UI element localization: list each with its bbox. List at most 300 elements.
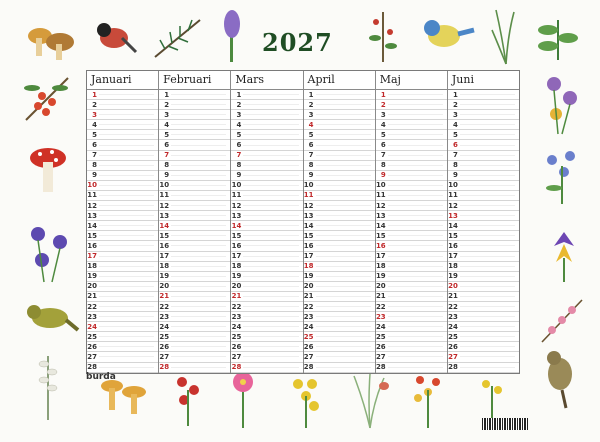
day-row xyxy=(87,191,158,201)
day-row xyxy=(376,221,447,231)
day-row xyxy=(231,171,302,181)
day-row xyxy=(304,262,375,272)
day-note-line xyxy=(99,296,154,297)
day-number: 1 xyxy=(236,90,242,99)
day-row xyxy=(304,100,375,110)
grass-illustration xyxy=(488,8,524,66)
day-row xyxy=(448,312,519,322)
day-row xyxy=(304,181,375,191)
day-note-line xyxy=(243,356,298,357)
day-number: 14 xyxy=(375,221,386,230)
day-row xyxy=(87,302,158,312)
day-number: 26 xyxy=(231,342,242,351)
day-number: 5 xyxy=(236,130,242,139)
month-column xyxy=(448,71,519,373)
day-note-line xyxy=(388,346,443,347)
day-note-line xyxy=(388,145,443,146)
day-row xyxy=(304,363,375,373)
day-number: 10 xyxy=(159,181,170,190)
day-number: 24 xyxy=(303,322,314,331)
day-row xyxy=(448,342,519,352)
day-number: 7 xyxy=(236,151,242,160)
day-row xyxy=(304,110,375,120)
day-note-line xyxy=(99,276,154,277)
day-row xyxy=(448,201,519,211)
day-number: 19 xyxy=(87,272,97,281)
day-note-line xyxy=(99,367,154,368)
day-number: 28 xyxy=(159,363,170,372)
day-number: 27 xyxy=(159,352,170,361)
day-note-line xyxy=(388,367,443,368)
day-number: 2 xyxy=(308,100,314,109)
day-number: 18 xyxy=(159,262,170,271)
day-note-line xyxy=(316,165,371,166)
day-note-line xyxy=(171,367,226,368)
day-row xyxy=(376,201,447,211)
day-note-line xyxy=(243,367,298,368)
day-note-line xyxy=(316,286,371,287)
day-row xyxy=(304,120,375,130)
day-note-line xyxy=(243,286,298,287)
day-row xyxy=(231,181,302,191)
day-number: 11 xyxy=(231,191,242,200)
day-note-line xyxy=(243,215,298,216)
day-row xyxy=(87,231,158,241)
day-row xyxy=(376,90,447,100)
day-row xyxy=(448,231,519,241)
day-note-line xyxy=(243,175,298,176)
day-note-line xyxy=(460,195,515,196)
day-row xyxy=(231,161,302,171)
day-number: 15 xyxy=(231,231,242,240)
day-number: 21 xyxy=(448,292,458,301)
day-number: 1 xyxy=(452,90,458,99)
day-note-line xyxy=(460,245,515,246)
day-note-line xyxy=(388,165,443,166)
day-note-line xyxy=(316,155,371,156)
day-row xyxy=(87,352,158,362)
day-number: 7 xyxy=(380,151,386,160)
day-row xyxy=(376,140,447,150)
day-row xyxy=(448,151,519,161)
month-name: Maj xyxy=(376,71,447,90)
day-row xyxy=(448,191,519,201)
day-number: 23 xyxy=(87,312,97,321)
day-row xyxy=(159,161,230,171)
day-row xyxy=(231,352,302,362)
day-row xyxy=(87,171,158,181)
day-row xyxy=(304,272,375,282)
day-row xyxy=(376,191,447,201)
day-note-line xyxy=(460,306,515,307)
day-number: 14 xyxy=(159,221,170,230)
day-note-line xyxy=(243,134,298,135)
day-number: 25 xyxy=(375,332,386,341)
day-number: 27 xyxy=(231,352,242,361)
day-row xyxy=(304,90,375,100)
day-row xyxy=(87,221,158,231)
calendar-grid xyxy=(86,70,520,374)
day-number: 1 xyxy=(380,90,386,99)
day-row xyxy=(304,231,375,241)
day-row xyxy=(304,161,375,171)
day-note-line xyxy=(388,155,443,156)
day-number: 19 xyxy=(303,272,314,281)
day-note-line xyxy=(388,316,443,317)
day-note-line xyxy=(388,306,443,307)
day-number: 8 xyxy=(164,161,170,170)
day-number: 2 xyxy=(92,100,97,109)
blue-flowers-illustration xyxy=(540,146,586,206)
day-number: 20 xyxy=(231,282,242,291)
day-note-line xyxy=(171,266,226,267)
day-note-line xyxy=(388,195,443,196)
day-row xyxy=(159,171,230,181)
day-row xyxy=(87,282,158,292)
day-note-line xyxy=(171,104,226,105)
day-number: 1 xyxy=(308,90,314,99)
month-column xyxy=(376,71,448,373)
rowan-berries-illustration xyxy=(18,70,76,130)
day-number: 20 xyxy=(159,282,170,291)
pink-branch-illustration xyxy=(536,292,586,348)
day-note-line xyxy=(316,175,371,176)
day-note-line xyxy=(243,114,298,115)
day-note-line xyxy=(388,266,443,267)
day-note-line xyxy=(460,175,515,176)
day-row xyxy=(231,120,302,130)
day-row xyxy=(231,191,302,201)
day-note-line xyxy=(316,94,371,95)
wildflower-bouquet-illustration xyxy=(408,370,450,430)
day-number: 13 xyxy=(303,211,314,220)
day-row xyxy=(159,363,230,373)
day-number: 27 xyxy=(303,352,314,361)
day-number: 24 xyxy=(375,322,386,331)
day-number: 2 xyxy=(380,100,386,109)
day-number: 15 xyxy=(448,231,458,240)
day-note-line xyxy=(99,155,154,156)
day-row xyxy=(231,282,302,292)
day-number: 20 xyxy=(448,282,458,291)
day-row xyxy=(159,110,230,120)
day-number: 22 xyxy=(159,302,170,311)
day-note-line xyxy=(460,235,515,236)
day-row xyxy=(304,201,375,211)
pine-branch-illustration xyxy=(150,12,208,62)
day-note-line xyxy=(243,235,298,236)
day-row xyxy=(376,363,447,373)
day-number: 14 xyxy=(231,221,242,230)
day-note-line xyxy=(460,276,515,277)
day-note-line xyxy=(460,316,515,317)
day-note-line xyxy=(171,165,226,166)
day-row xyxy=(87,140,158,150)
day-row xyxy=(376,161,447,171)
day-row xyxy=(231,272,302,282)
day-note-line xyxy=(316,145,371,146)
day-row xyxy=(376,282,447,292)
day-note-line xyxy=(171,296,226,297)
day-note-line xyxy=(243,185,298,186)
iris-illustration xyxy=(542,222,586,284)
day-row xyxy=(376,100,447,110)
yellow-flowers-illustration xyxy=(288,372,324,430)
day-note-line xyxy=(243,336,298,337)
day-note-line xyxy=(388,256,443,257)
year-title: 2027 xyxy=(262,28,333,57)
day-number: 4 xyxy=(164,120,170,129)
day-note-line xyxy=(316,256,371,257)
day-note-line xyxy=(171,94,226,95)
day-row xyxy=(448,100,519,110)
day-row xyxy=(304,312,375,322)
yellow-sprig-illustration xyxy=(476,372,510,420)
day-number: 6 xyxy=(164,141,170,150)
day-row xyxy=(304,292,375,302)
day-note-line xyxy=(243,266,298,267)
day-note-line xyxy=(460,165,515,166)
day-row xyxy=(376,342,447,352)
day-row xyxy=(87,100,158,110)
day-row xyxy=(87,322,158,332)
purple-flowers-illustration xyxy=(538,70,586,136)
day-note-line xyxy=(460,346,515,347)
day-row xyxy=(159,140,230,150)
day-number: 28 xyxy=(375,363,386,372)
day-number: 8 xyxy=(236,161,242,170)
day-note-line xyxy=(171,134,226,135)
day-note-line xyxy=(243,326,298,327)
day-row xyxy=(304,332,375,342)
day-number: 16 xyxy=(87,241,97,250)
day-number: 18 xyxy=(231,262,242,271)
day-note-line xyxy=(243,155,298,156)
day-row xyxy=(231,151,302,161)
day-number: 13 xyxy=(375,211,386,220)
day-number: 21 xyxy=(303,292,314,301)
day-note-line xyxy=(99,124,154,125)
day-note-line xyxy=(316,205,371,206)
day-number: 26 xyxy=(159,342,170,351)
day-row xyxy=(376,262,447,272)
day-number: 15 xyxy=(87,231,97,240)
day-number: 12 xyxy=(448,201,458,210)
day-note-line xyxy=(388,286,443,287)
day-number: 12 xyxy=(375,201,386,210)
day-row xyxy=(87,262,158,272)
day-note-line xyxy=(243,225,298,226)
day-number: 19 xyxy=(448,272,458,281)
day-number: 6 xyxy=(380,141,386,150)
day-note-line xyxy=(243,104,298,105)
day-number: 9 xyxy=(452,171,458,180)
day-number: 11 xyxy=(303,191,314,200)
day-row xyxy=(231,342,302,352)
day-note-line xyxy=(316,316,371,317)
day-row xyxy=(159,342,230,352)
day-note-line xyxy=(388,185,443,186)
day-row xyxy=(448,363,519,373)
day-number: 12 xyxy=(87,201,97,210)
day-number: 2 xyxy=(164,100,170,109)
month-column xyxy=(87,71,159,373)
day-note-line xyxy=(99,175,154,176)
bullfinch-illustration xyxy=(90,12,138,60)
day-row xyxy=(376,211,447,221)
day-note-line xyxy=(171,326,226,327)
day-row xyxy=(448,272,519,282)
day-note-line xyxy=(171,205,226,206)
day-number: 15 xyxy=(159,231,170,240)
day-row xyxy=(304,282,375,292)
day-note-line xyxy=(460,336,515,337)
day-row xyxy=(448,241,519,251)
day-row xyxy=(448,221,519,231)
day-number: 6 xyxy=(308,141,314,150)
month-name: Mars xyxy=(231,71,302,90)
day-row xyxy=(87,201,158,211)
day-row xyxy=(159,191,230,201)
day-note-line xyxy=(316,356,371,357)
day-row xyxy=(87,161,158,171)
day-number: 21 xyxy=(87,292,97,301)
day-note-line xyxy=(243,124,298,125)
day-row xyxy=(448,90,519,100)
day-note-line xyxy=(388,235,443,236)
day-number: 20 xyxy=(303,282,314,291)
day-row xyxy=(231,201,302,211)
day-row xyxy=(87,342,158,352)
day-row xyxy=(448,130,519,140)
day-number: 6 xyxy=(452,141,458,150)
day-row xyxy=(87,120,158,130)
day-note-line xyxy=(388,336,443,337)
day-number: 28 xyxy=(231,363,242,372)
day-number: 5 xyxy=(164,130,170,139)
day-number: 17 xyxy=(87,252,97,261)
day-number: 26 xyxy=(448,342,458,351)
day-note-line xyxy=(316,225,371,226)
day-note-line xyxy=(243,276,298,277)
day-note-line xyxy=(460,145,515,146)
day-row xyxy=(159,252,230,262)
day-number: 15 xyxy=(303,231,314,240)
day-number: 13 xyxy=(448,211,458,220)
yellow-bird-illustration xyxy=(18,296,80,342)
day-number: 27 xyxy=(87,352,97,361)
day-note-line xyxy=(460,124,515,125)
day-number: 9 xyxy=(164,171,170,180)
day-note-line xyxy=(171,316,226,317)
day-row xyxy=(159,322,230,332)
day-note-line xyxy=(99,245,154,246)
day-note-line xyxy=(171,256,226,257)
day-row xyxy=(376,292,447,302)
day-row xyxy=(304,191,375,201)
day-note-line xyxy=(388,356,443,357)
day-number: 28 xyxy=(303,363,314,372)
day-row xyxy=(159,262,230,272)
day-note-line xyxy=(171,245,226,246)
day-row xyxy=(87,151,158,161)
day-note-line xyxy=(460,104,515,105)
day-row xyxy=(376,312,447,322)
day-row xyxy=(448,282,519,292)
day-number: 15 xyxy=(375,231,386,240)
day-number: 12 xyxy=(231,201,242,210)
day-note-line xyxy=(171,145,226,146)
herb-sprig-illustration xyxy=(532,12,586,62)
day-row xyxy=(231,252,302,262)
day-number: 2 xyxy=(452,100,458,109)
day-number: 25 xyxy=(87,332,97,341)
red-flowers-illustration xyxy=(170,370,206,428)
day-note-line xyxy=(316,124,371,125)
day-row xyxy=(231,363,302,373)
day-note-line xyxy=(460,185,515,186)
day-row xyxy=(231,211,302,221)
day-number: 25 xyxy=(448,332,458,341)
day-row xyxy=(376,181,447,191)
day-row xyxy=(376,130,447,140)
day-list xyxy=(304,90,375,373)
day-note-line xyxy=(243,145,298,146)
day-number: 27 xyxy=(375,352,386,361)
day-number: 19 xyxy=(159,272,170,281)
warbler-illustration xyxy=(532,346,588,410)
day-row xyxy=(87,312,158,322)
day-row xyxy=(376,151,447,161)
day-row xyxy=(159,130,230,140)
day-row xyxy=(159,90,230,100)
day-note-line xyxy=(99,185,154,186)
day-row xyxy=(304,211,375,221)
day-row xyxy=(159,332,230,342)
day-row xyxy=(448,302,519,312)
day-number: 4 xyxy=(92,120,97,129)
day-note-line xyxy=(388,175,443,176)
day-number: 24 xyxy=(87,322,97,331)
day-number: 11 xyxy=(375,191,386,200)
day-number: 1 xyxy=(92,90,97,99)
day-row xyxy=(231,231,302,241)
day-note-line xyxy=(460,256,515,257)
day-number: 9 xyxy=(236,171,242,180)
day-note-line xyxy=(460,296,515,297)
day-note-line xyxy=(316,245,371,246)
day-number: 21 xyxy=(375,292,386,301)
day-number: 7 xyxy=(164,151,170,160)
day-note-line xyxy=(171,356,226,357)
day-note-line xyxy=(316,215,371,216)
day-note-line xyxy=(388,104,443,105)
day-note-line xyxy=(99,165,154,166)
barcode xyxy=(482,418,528,430)
day-row xyxy=(376,171,447,181)
day-row xyxy=(376,231,447,241)
day-note-line xyxy=(460,215,515,216)
grass-tuft-illustration xyxy=(348,372,392,430)
day-note-line xyxy=(460,114,515,115)
day-note-line xyxy=(388,205,443,206)
day-row xyxy=(159,221,230,231)
violets-illustration xyxy=(22,220,76,284)
day-number: 24 xyxy=(231,322,242,331)
day-number: 17 xyxy=(375,252,386,261)
day-number: 22 xyxy=(231,302,242,311)
day-row xyxy=(304,151,375,161)
